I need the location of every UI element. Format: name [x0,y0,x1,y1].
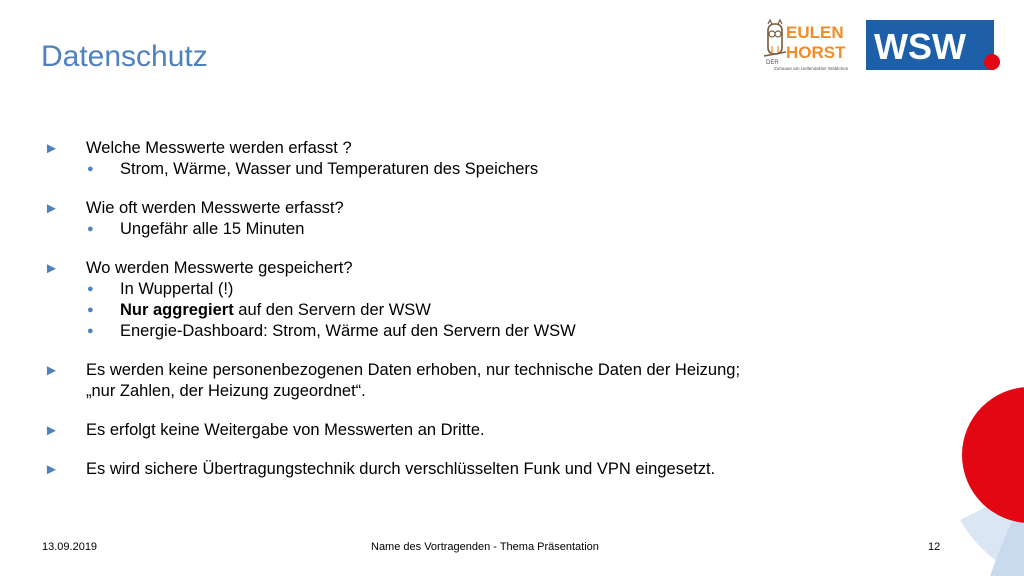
bullet-text-line1: Es werden keine personenbezogenen Daten erhoben, nur technische Daten der Heizung; [86,361,741,379]
slide-title: Datenschutz [41,40,208,73]
sub-bullet-text: Ungefähr alle 15 Minuten [120,220,305,238]
sub-bullet-bold-text: Nur aggregiert [120,301,234,319]
arrow-bullet-icon: ► [44,200,59,217]
sub-bullet-text: In Wuppertal (!) [120,280,234,298]
wsw-red-dot [984,54,1000,70]
footer-date: 13.09.2019 [42,541,98,553]
sub-bullet-item [44,300,924,321]
arrow-bullet-icon: ► [44,260,59,277]
arrow-bullet-icon: ► [44,140,59,157]
bullet-item [44,198,924,219]
sub-bullet-text: Energie-Dashboard: Strom, Wärme auf den Servern der WSW [120,322,576,340]
bullet-item [44,459,924,480]
bullet-item [44,420,924,441]
sub-bullet-text: auf den Servern der WSW [233,301,431,319]
bullet-item [44,258,924,279]
dot-bullet-icon: ● [87,325,94,337]
bullet-text: Welche Messwerte werden erfasst ? [86,139,352,157]
footer-page-number: 12 [928,541,941,553]
arrow-bullet-icon: ► [44,422,59,439]
sub-bullet-text: Strom, Wärme, Wasser und Temperaturen des Speichers [120,160,539,178]
arrow-bullet-icon: ► [44,362,59,379]
eulenhorst-prefix: DER [766,60,779,66]
bullet-text: Es erfolgt keine Weitergabe von Messwerten an Dritte. [86,421,485,439]
eulenhorst-tagline: Zuhause am Uellendahler Wäldchen [774,66,849,71]
bullet-item [44,138,924,159]
bullet-text-line2: „nur Zahlen, der Heizung zugeordnet“. [86,382,366,400]
bullet-text: Wo werden Messwerte gespeichert? [86,259,353,277]
dot-bullet-icon: ● [87,163,94,175]
eulenhorst-line1: EULEN [786,23,844,42]
red-circle [962,387,1024,523]
bullet-item [44,360,924,402]
owl-icon [764,20,786,56]
wsw-logo-text: WSW [874,26,966,67]
dot-bullet-icon: ● [87,283,94,295]
bullet-list [44,138,924,480]
sub-bullet-item [44,219,924,240]
sub-bullet-item [44,279,924,300]
eulenhorst-line2: HORST [786,43,846,62]
bullet-text: Es wird sichere Übertragungstechnik durch verschlüsselten Funk und VPN eingesetzt. [86,460,716,478]
bullet-text: Wie oft werden Messwerte erfasst? [86,199,344,217]
footer-center-text: Name des Vortragenden - Thema Präsentation [371,541,599,553]
sub-bullet-item [44,321,924,342]
eulenhorst-logo [762,18,862,74]
dot-bullet-icon: ● [87,223,94,235]
sub-bullet-item [44,159,924,180]
arrow-bullet-icon: ► [44,461,59,478]
wsw-logo [866,20,1002,72]
dot-bullet-icon: ● [87,304,94,316]
